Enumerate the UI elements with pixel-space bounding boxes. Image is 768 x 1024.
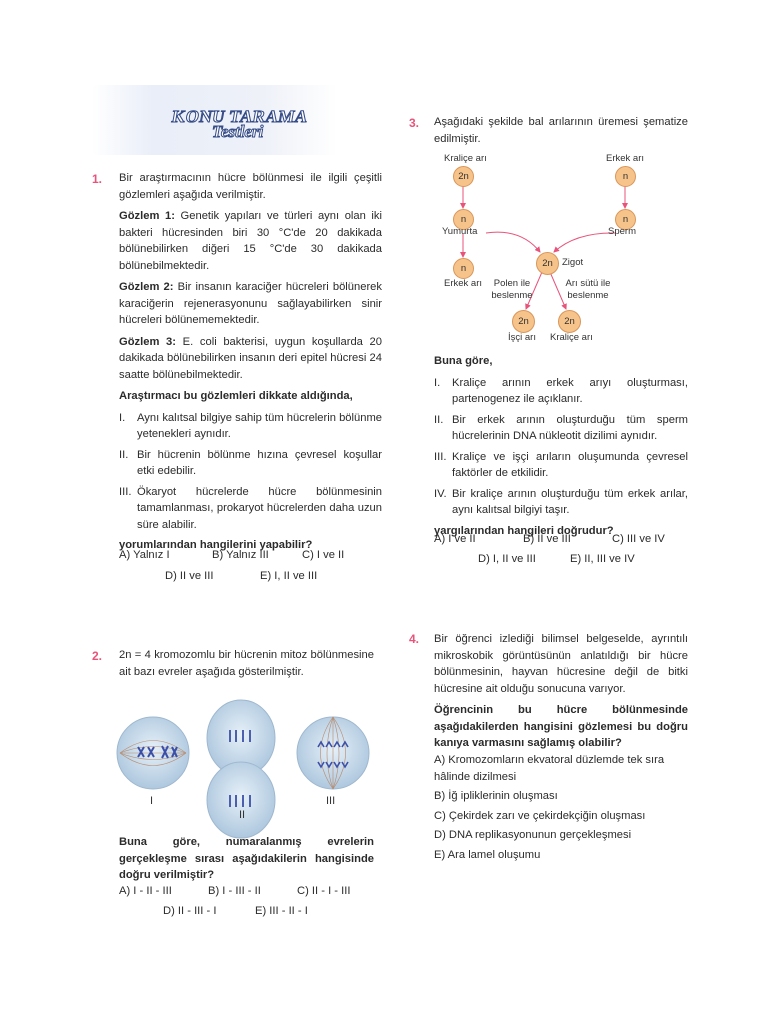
header-banner [92,85,337,155]
q2-option-e[interactable]: E) III - II - I [255,905,308,917]
q1-question: yorumlarından hangilerini yapabilir? [119,539,313,551]
node-egg-n: n [453,209,474,230]
label-zygote: Zigot [562,257,584,268]
q1-item-3: III. Ökaryot hücrelerde hücre bölünmesinin tamamlanması, prokaryot hücrelerden daha uzun süre alabilir. [119,485,382,531]
q3-item-4: IV. Bir kraliçe arının oluşturduğu tüm erkek arılar, aynı kalıtsal bilgiyi taşır. [434,487,688,516]
q3-lead: Buna göre, [434,355,493,367]
q2-option-d[interactable]: D) II - III - I [163,905,217,917]
label-queen-top: Kraliçe arı [444,153,487,164]
q1-intro: Bir araştırmacının hücre bölünmesi ile ilgili çeşitli gözlemleri aşağıda verilmiştir. [119,172,382,201]
node-drone-bottom-n: n [453,258,474,279]
question-4 [434,631,688,757]
q1-obs3-label: Gözlem 3: [119,335,177,348]
question-1 [119,170,382,559]
q4-option-e[interactable]: E) Ara lamel oluşumu [434,848,541,861]
q1-obs2-label: Gözlem 2: [119,281,174,293]
q1-obs3-text: E. coli bakterisi, uygun koşullarda 20 dakikada bölünebilirken insanın deri epitel hücresi 24 saatte bölünebilmektedir. [119,335,382,381]
q4-option-a[interactable]: A) Kromozomların ekvatoral düzlemde tek sıra hâlinde dizilmesi [434,754,665,783]
q1-option-e[interactable]: E) I, II ve III [260,570,318,582]
phase-label-3: III [326,795,336,807]
q3-option-e[interactable]: E) II, III ve IV [570,553,635,565]
q2-option-b[interactable]: B) I - III - II [208,885,261,897]
q3-item-2: II. Bir erkek arının oluşturduğu tüm sperm hücrelerinin DNA nükleotit dizilimi aynıdır. [434,413,688,442]
question-4-number: 4. [409,632,420,646]
label-royal-jelly: Arı sütü ile beslenme [565,278,611,301]
node-zygote-2n: 2n [536,252,559,275]
question-1-number: 1. [92,172,103,186]
q1-lead: Araştırmacı bu gözlemleri dikkate aldığında, [119,390,353,402]
q1-obs1-label: Gözlem 1: [119,210,175,222]
question-3-number: 3. [409,116,420,130]
q4-option-b[interactable]: B) İğ ipliklerinin oluşması [434,790,558,802]
label-drone-top: Erkek arı [606,153,645,164]
node-worker-2n: 2n [512,310,535,333]
question-2-number: 2. [92,649,103,663]
bee-reproduction-diagram [436,150,688,350]
q2-question: Buna göre, numaralanmış evrelerin gerçekleşme sırası aşağıdakilerin hangisinde doğru verilmiştir? [119,836,374,881]
q1-option-a[interactable]: A) Yalnız I [119,549,170,561]
node-queen-bottom-2n: 2n [558,310,581,333]
q3-intro: Aşağıdaki şekilde bal arılarının üremesi şematize edilmiştir. [434,116,688,145]
q1-obs1-text: Genetik yapıları ve türleri aynı olan iki bakteri hücresinden biri 30 °C'de 20 dakikada bölünebilirken diğeri 15 °C'de 30 dakikada bölünebilmektedir. [119,210,382,272]
q1-option-d[interactable]: D) II ve III [165,570,214,582]
label-egg: Yumurta [442,226,478,237]
q4-option-c[interactable]: C) Çekirdek zarı ve çekirdekçiğin oluşması [434,809,646,822]
node-drone-n: n [615,166,636,187]
cell-phase-1 [117,717,189,789]
q3-option-d[interactable]: D) I, II ve III [478,553,536,565]
q3-item-1: I. Kraliçe arının erkek arıyı oluşturması, partenogenez ile açıklanır. [434,376,688,405]
q4-option-d[interactable]: D) DNA replikasyonunun gerçekleşmesi [434,829,632,841]
label-drone-bottom: Erkek arı [444,278,483,289]
q1-obs2-text: Bir insanın karaciğer hücreleri bölünerek karaciğerin rejenerasyonunu sağlayabilirken sinir hücreleri bölünememektedir. [119,281,382,326]
q1-item-1: I. Aynı kalıtsal bilgiye sahip tüm hücrelerin bölünme yetenekleri aynıdır. [119,411,382,440]
q2-intro: 2n = 4 kromozomlu bir hücrenin mitoz bölünmesine ait bazı evreler aşağıda gösterilmiştir. [119,649,374,678]
q1-item-2: II. Bir hücrenin bölünme hızına çevresel koşullar etki edebilir. [119,448,382,477]
question-3 [434,353,688,544]
phase-label-2: II [239,809,246,821]
q4-question: Öğrencinin bu hücre bölünmesinde aşağıdakilerden hangisini gözlemesi bu doğru kanıya varmasını sağlamış olabilir? [434,704,688,749]
label-pollen: Polen ile beslenme [491,278,533,301]
q2-option-a[interactable]: A) I - II - III [119,885,172,897]
q4-intro: Bir öğrenci izlediği bilimsel belgeselde, ayrıntılı mikroskobik görüntüsünün anlatıldığı bir hücre bölünmesinin, hayvan hücresine değil de bitki hücresine ait olduğu sonucuna varıyor. [434,633,688,695]
header-title: KONU TARAMA [170,107,310,126]
node-queen-2n: 2n [453,166,474,187]
header-subtitle: Testleri [212,122,264,141]
q3-question: yargılarından hangileri doğrudur? [434,524,614,537]
label-worker: İşçi arı [508,332,536,343]
q1-option-c[interactable]: C) I ve II [302,549,345,561]
phase-label-1: I [150,795,154,807]
q3-item-3: III. Kraliçe ve işçi arıların oluşumunda çevresel faktörler de etkilidir. [434,450,688,479]
cell-phase-3 [297,717,369,789]
q3-option-c[interactable]: C) III ve IV [612,533,665,545]
q2-option-c[interactable]: C) II - I - III [297,885,351,897]
label-queen-bottom: Kraliçe arı [550,332,593,343]
q1-option-b[interactable]: B) Yalnız III [212,549,269,561]
q4-options [434,752,690,863]
q3-option-a[interactable]: A) I ve II [434,533,476,545]
label-sperm: Sperm [608,226,636,237]
node-sperm-n: n [615,209,636,230]
q3-option-b[interactable]: B) II ve III [523,533,571,545]
